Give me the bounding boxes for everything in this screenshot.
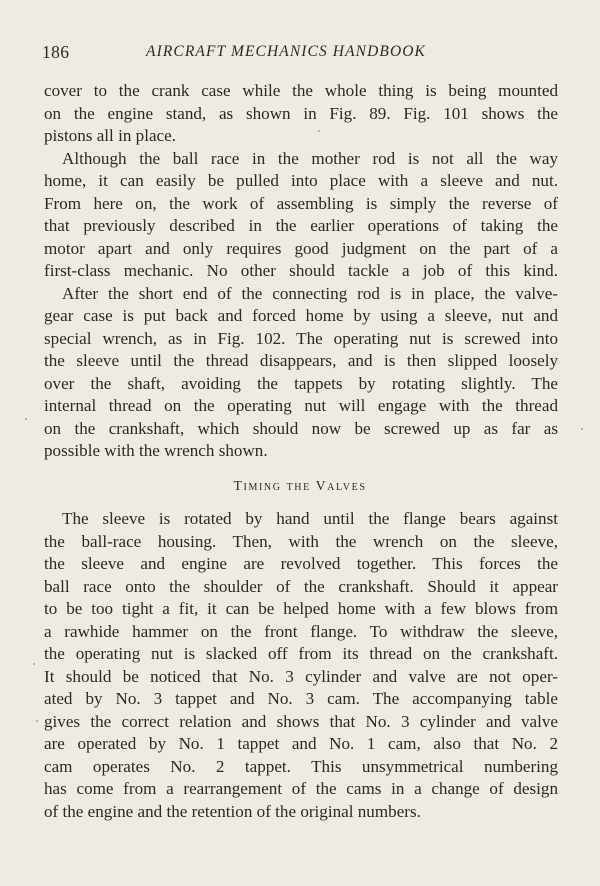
- text-line: the operating nut is slacked off from its thread on the crankshaft.: [44, 644, 558, 663]
- text-line: From here on, the work of assembling is simply the reverse of: [44, 193, 558, 213]
- text-line: The sleeve is rotated by hand until the flange bears against: [62, 509, 558, 528]
- text-line: After the short end of the connecting rod is in place, the valve-: [62, 283, 558, 303]
- text-line: pistons all in place.: [44, 126, 176, 145]
- page-number: 186: [42, 42, 70, 62]
- paper-speck: [581, 428, 583, 430]
- text-line: has come from a rearrangement of the cams in a change of design: [44, 779, 558, 798]
- text-line: of the engine and the retention of the original numbers.: [44, 801, 421, 821]
- text-line: that previously described in the earlier operations of taking the: [44, 216, 558, 235]
- text-line: ball race onto the shoulder of the crankshaft. Should it appear: [44, 576, 558, 596]
- text-line: the ball-race housing. Then, with the wrench on the sleeve,: [44, 531, 558, 551]
- text-line: possible with the wrench shown.: [44, 441, 268, 460]
- running-title: AIRCRAFT MECHANICS HANDBOOK: [146, 43, 426, 60]
- text-line: on the crankshaft, which should now be screwed up as far as: [44, 418, 558, 438]
- text-line: It should be noticed that No. 3 cylinder and valve are not oper-: [44, 666, 558, 686]
- text-line: internal thread on the operating nut will engage with the thread: [44, 396, 558, 415]
- text-line: gives the correct relation and shows that No. 3 cylinder and valve: [44, 711, 558, 731]
- text-line: first-class mechanic. No other should tackle a job of this kind.: [44, 261, 558, 280]
- text-line: motor apart and only requires good judgment on the part of a: [44, 238, 558, 258]
- text-line: are operated by No. 1 tappet and No. 1 cam, also that No. 2: [44, 734, 558, 753]
- text-line: a rawhide hammer on the front flange. To withdraw the sleeve,: [44, 621, 558, 641]
- text-line: home, it can easily be pulled into place with a sleeve and nut.: [44, 171, 558, 190]
- text-line: gear case is put back and forced home by using a sleeve, nut and: [44, 306, 558, 325]
- section-heading: Timing the Valves: [233, 478, 367, 493]
- running-head: [42, 42, 558, 66]
- text-line: special wrench, as in Fig. 102. The operating nut is screwed into: [44, 328, 558, 348]
- text-line: cover to the crank case while the whole thing is being mounted: [44, 81, 558, 100]
- text-line: on the engine stand, as shown in Fig. 89. Fig. 101 shows the: [44, 103, 558, 123]
- paper-speck: [25, 418, 27, 420]
- text-line: ated by No. 3 tappet and No. 3 cam. The accompanying table: [44, 689, 558, 708]
- body-text-bottom: [44, 508, 558, 823]
- text-line: the sleeve and engine are revolved together. This forces the: [44, 554, 558, 573]
- text-line: over the shaft, avoiding the tappets by rotating slightly. The: [44, 373, 558, 393]
- text-line: Although the ball race in the mother rod is not all the way: [62, 148, 558, 168]
- text-line: the sleeve until the thread disappears, and is then slipped loosely: [44, 351, 558, 370]
- text-line: cam operates No. 2 tappet. This unsymmetrical numbering: [44, 756, 558, 776]
- text-line: to be too tight a fit, it can be helped home with a few blows from: [44, 599, 558, 618]
- paper-speck: [36, 720, 38, 722]
- body-text-top: [44, 80, 558, 463]
- paper-speck: [33, 663, 35, 665]
